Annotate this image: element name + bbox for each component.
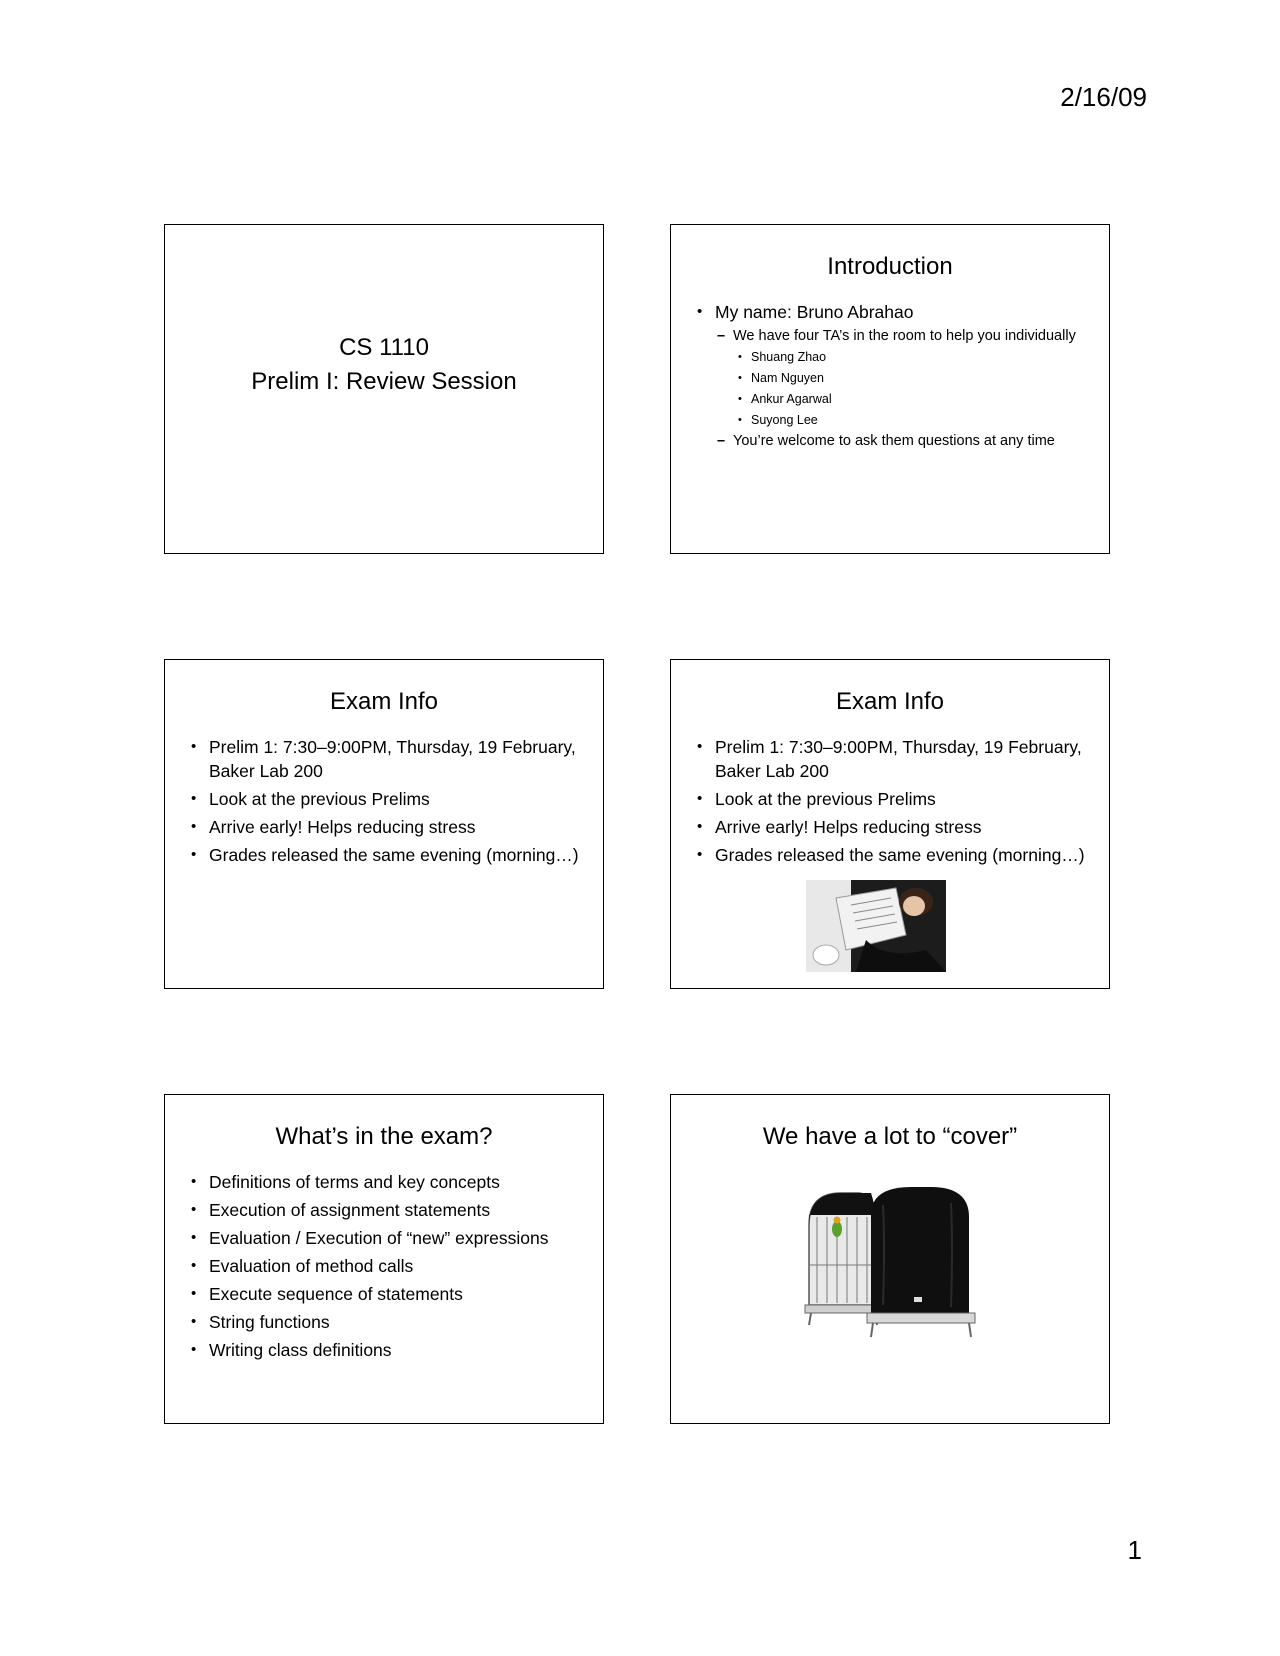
slide-exam-info-with-photo: [670, 659, 1110, 989]
sub-bullet-list: [715, 326, 1091, 452]
bullet-list: [165, 1170, 603, 1362]
ta-name: • Nam Nguyen: [733, 368, 1091, 389]
sub-bullet-text: We have four TA’s in the room to help you individually: [733, 327, 1076, 344]
ta-list: [733, 347, 1091, 431]
slide-title-card: [164, 224, 604, 554]
bullet-list: [671, 300, 1109, 452]
bullet-list: [671, 735, 1109, 867]
sub-bullet-item: – You’re welcome to ask them questions at any time: [715, 431, 1091, 452]
bullet-item: • Execute sequence of statements: [191, 1282, 585, 1306]
slide-whats-in-exam: [164, 1094, 604, 1424]
bullet-item: • Arrive early! Helps reducing stress: [191, 815, 585, 839]
bullet-item: • Execution of assignment statements: [191, 1198, 585, 1222]
bullet-item: [697, 300, 1091, 452]
bullet-item: • Definitions of terms and key concepts: [191, 1170, 585, 1194]
bullet-item: • Writing class definitions: [191, 1338, 585, 1362]
header-date: 2/16/09: [1060, 82, 1147, 112]
stressed-student-photo: [806, 880, 946, 972]
slide-title-block: [165, 331, 603, 399]
bullet-item: • Grades released the same evening (morning…): [191, 843, 585, 867]
bullet-item: • Prelim 1: 7:30–9:00PM, Thursday, 19 February, Baker Lab 200: [191, 735, 585, 783]
bullet-item: • Look at the previous Prelims: [697, 787, 1091, 811]
bullet-text: My name: Bruno Abrahao: [715, 301, 914, 322]
ta-name: • Suyong Lee: [733, 410, 1091, 431]
slide-exam-info: [164, 659, 604, 989]
bullet-item: • Look at the previous Prelims: [191, 787, 585, 811]
slide-title: Exam Info: [329, 688, 439, 715]
covered-bird-cage-photo: [801, 1185, 977, 1341]
bullet-item: • Evaluation / Execution of “new” expressions: [191, 1226, 585, 1250]
course-code: CS 1110: [339, 334, 429, 361]
ta-name: • Ankur Agarwal: [733, 389, 1091, 410]
sub-bullet-item: [715, 326, 1091, 431]
bullet-item: • Arrive early! Helps reducing stress: [697, 815, 1091, 839]
slide-cover: [670, 1094, 1110, 1424]
bullet-item: • Prelim 1: 7:30–9:00PM, Thursday, 19 February, Baker Lab 200: [697, 735, 1091, 783]
bullet-list: [165, 735, 603, 867]
slide-title: Exam Info: [835, 688, 945, 715]
ta-name: • Shuang Zhao: [733, 347, 1091, 368]
bullet-item: • String functions: [191, 1310, 585, 1334]
slide-introduction: [670, 224, 1110, 554]
slide-title: Introduction: [827, 253, 953, 280]
page-number: 1: [1127, 1535, 1142, 1565]
bullet-item: • Grades released the same evening (morning…): [697, 843, 1091, 867]
slide-title: We have a lot to “cover”: [762, 1123, 1018, 1150]
session-title: Prelim I: Review Session: [251, 368, 517, 395]
slide-title: What’s in the exam?: [275, 1123, 493, 1150]
bullet-item: • Evaluation of method calls: [191, 1254, 585, 1278]
